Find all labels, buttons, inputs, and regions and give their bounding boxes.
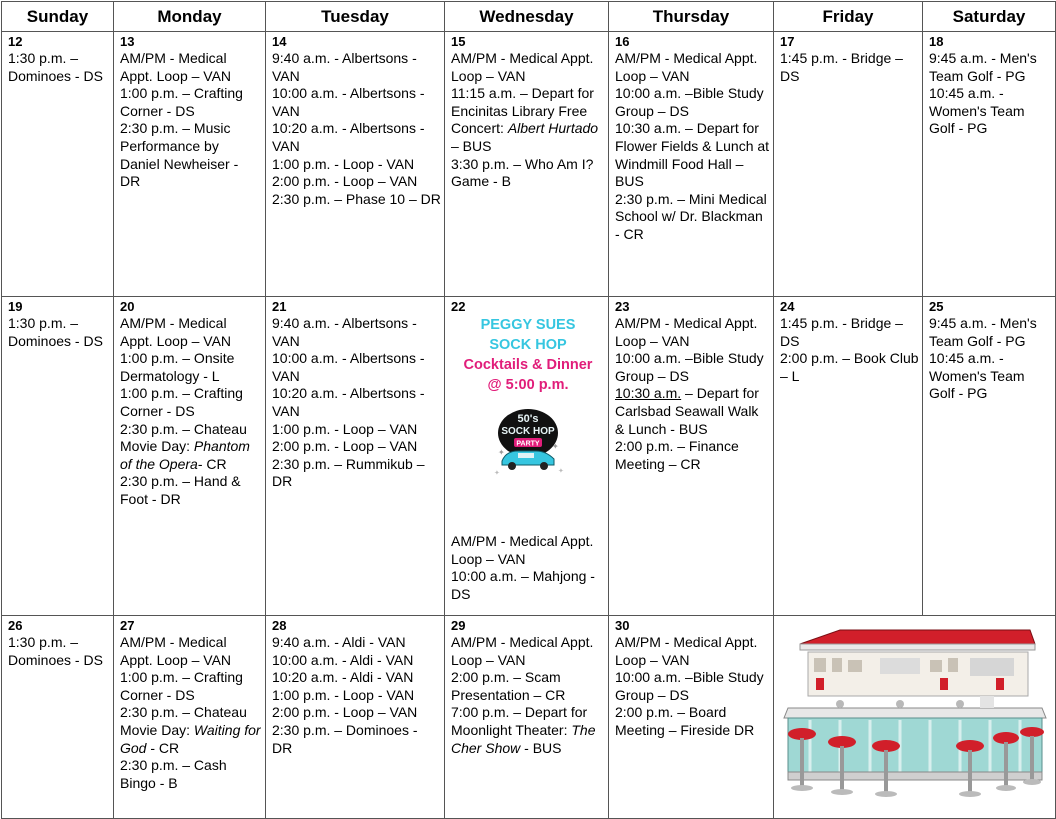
date-number: 23: [615, 299, 630, 314]
event: 10:45 a.m. - Women's Team Golf - PG: [929, 85, 1025, 137]
event: 2:00 p.m. - Loop – VAN: [272, 704, 418, 721]
event: 2:00 p.m. - Loop – VAN: [272, 173, 418, 190]
event: AM/PM - Medical Appt. Loop – VAN: [451, 634, 594, 668]
date-number: 24: [780, 299, 795, 314]
date-number: 29: [451, 618, 466, 633]
event: 2:00 p.m. - Loop – VAN: [272, 438, 418, 455]
event: 1:00 p.m. – Crafting Corner - DS: [120, 85, 243, 119]
event: 1:00 p.m. – Crafting Corner - DS: [120, 385, 243, 419]
date-number: 14: [272, 34, 287, 49]
event: 1:30 p.m. – Dominoes - DS: [8, 634, 103, 668]
event-text: 2:30 p.m. – Chateau Movie Day:: [120, 704, 247, 738]
event: 9:45 a.m. - Men's Team Golf - PG: [929, 315, 1037, 349]
event: AM/PM - Medical Appt. Loop – VAN: [120, 315, 232, 349]
day-cell-12: [2, 32, 114, 297]
event-text: - CR: [146, 739, 180, 756]
svg-text:✦: ✦: [552, 442, 559, 451]
logo-text-party: PARTY: [516, 440, 540, 448]
date-number: 28: [272, 618, 287, 633]
diner-illustration-cell: [774, 616, 1056, 819]
event: 10:30 a.m. – Depart for Flower Fields & Lunch at Windmill Food Hall – BUS: [615, 120, 770, 190]
event: 2:30 p.m. – Mini Medical School w/ Dr. Blackman - CR: [615, 190, 767, 242]
header-tuesday: Tuesday: [266, 2, 445, 32]
event-time: 10:30 a.m.: [615, 385, 682, 402]
event: 1:00 p.m. – Crafting Corner - DS: [120, 669, 243, 703]
day-cell-18: [923, 32, 1056, 297]
event: AM/PM - Medical Appt. Loop – VAN: [120, 634, 232, 668]
date-number: 12: [8, 34, 23, 49]
svg-text:✦: ✦: [498, 448, 505, 457]
event-text: – Depart for Carlsbad Seawall Walk & Lunch - BUS: [615, 385, 759, 437]
spacer: [451, 493, 605, 533]
date-number: 15: [451, 34, 466, 49]
svg-text:✦: ✦: [494, 470, 500, 477]
sock-hop-announcement: [451, 315, 605, 395]
day-cell-27: [114, 616, 266, 819]
event: 1:45 p.m. - Bridge – DS: [780, 50, 903, 84]
day-cell-28: [266, 616, 445, 819]
event: 2:00 p.m. – Finance Meeting – CR: [615, 438, 739, 472]
party-subtitle-line-2: @ 5:00 p.m.: [487, 377, 569, 393]
week-row-3: [2, 616, 1056, 819]
event: [451, 85, 605, 155]
party-title-line-2: SOCK HOP: [489, 337, 567, 353]
weekday-header-row: [2, 2, 1056, 32]
event: 10:00 a.m. –Bible Study Group – DS: [615, 85, 764, 119]
event: 2:30 p.m. – Cash Bingo - B: [120, 757, 227, 791]
event: 10:20 a.m. - Aldi - VAN: [272, 669, 414, 686]
event: 2:30 p.m. – Music Performance by Daniel Newheiser - DR: [120, 120, 239, 190]
event-text: - BUS: [520, 739, 562, 756]
event-performer: Albert Hurtado: [507, 120, 599, 137]
event: [615, 385, 770, 438]
day-cell-26: [2, 616, 114, 819]
event: 10:20 a.m. - Albertsons - VAN: [272, 120, 425, 154]
event: 9:40 a.m. - Albertsons - VAN: [272, 50, 417, 84]
day-cell-21: [266, 297, 445, 616]
event: 10:00 a.m. –Bible Study Group – DS: [615, 350, 764, 384]
day-cell-30: [609, 616, 774, 819]
event: 10:20 a.m. - Albertsons - VAN: [272, 385, 425, 419]
week-row-2: [2, 297, 1056, 616]
event-text: 7:00 p.m. – Depart for Moonlight Theater:: [451, 704, 588, 738]
event: AM/PM - Medical Appt. Loop – VAN: [120, 50, 232, 84]
event: 1:00 p.m. – Onsite Dermatology - L: [120, 350, 235, 384]
day-cell-20: [114, 297, 266, 616]
event-text: - CR: [197, 455, 227, 472]
header-wednesday: Wednesday: [445, 2, 609, 32]
event: AM/PM - Medical Appt. Loop – VAN: [615, 50, 758, 84]
event: 2:30 p.m. – Phase 10 – DR: [272, 190, 441, 207]
day-cell-19: [2, 297, 114, 616]
event: 10:00 a.m. - Albertsons - VAN: [272, 350, 425, 384]
event-text: – BUS: [451, 137, 492, 154]
event-text: 2:30 p.m. – Chateau Movie Day:: [120, 420, 247, 455]
header-saturday: Saturday: [923, 2, 1056, 32]
date-number: 30: [615, 618, 630, 633]
header-friday: Friday: [774, 2, 923, 32]
event: [451, 704, 605, 757]
header-thursday: Thursday: [609, 2, 774, 32]
week-row-1: [2, 32, 1056, 297]
party-subtitle-line-1: Cocktails & Dinner: [463, 357, 593, 373]
header-monday: Monday: [114, 2, 266, 32]
event: 1:00 p.m. - Loop - VAN: [272, 155, 415, 172]
event: 10:00 a.m. –Bible Study Group – DS: [615, 669, 764, 703]
date-number: 26: [8, 618, 23, 633]
diner-counter-icon: [780, 622, 1050, 807]
logo-text-sock-hop: SOCK HOP: [501, 426, 555, 437]
date-number: 19: [8, 299, 23, 314]
header-sunday: Sunday: [2, 2, 114, 32]
svg-text:✦: ✦: [558, 468, 564, 475]
day-cell-15: [445, 32, 609, 297]
event: [120, 421, 262, 474]
event: 1:45 p.m. - Bridge – DS: [780, 315, 903, 349]
event: 1:00 p.m. - Loop - VAN: [272, 686, 415, 703]
date-number: 21: [272, 299, 287, 314]
day-cell-25: [923, 297, 1056, 616]
day-cell-22: [445, 297, 609, 616]
event: AM/PM - Medical Appt. Loop – VAN: [451, 50, 594, 84]
event-movie-title: Waiting for God: [120, 721, 261, 756]
date-number: 17: [780, 34, 795, 49]
event: 9:40 a.m. - Albertsons - VAN: [272, 315, 417, 349]
day-cell-17: [774, 32, 923, 297]
logo-text-50s: 50's: [517, 413, 539, 425]
party-title-line-1: PEGGY SUES: [480, 317, 576, 333]
event: 10:45 a.m. - Women's Team Golf - PG: [929, 350, 1025, 402]
event: 2:00 p.m. – Board Meeting – Fireside DR: [615, 704, 755, 738]
event: 1:30 p.m. – Dominoes - DS: [8, 315, 103, 349]
event: 10:00 a.m. - Albertsons - VAN: [272, 85, 425, 119]
date-number: 27: [120, 618, 135, 633]
date-number: 16: [615, 34, 630, 49]
event: AM/PM - Medical Appt. Loop – VAN: [615, 634, 758, 668]
event: 10:00 a.m. - Aldi - VAN: [272, 651, 414, 668]
day-cell-14: [266, 32, 445, 297]
day-cell-24: [774, 297, 923, 616]
event: 3:30 p.m. – Who Am I? Game - B: [451, 155, 594, 190]
calendar-table: [1, 1, 1056, 819]
day-cell-13: [114, 32, 266, 297]
date-number: 20: [120, 299, 135, 314]
date-number: 25: [929, 299, 944, 314]
event: 2:00 p.m. – Book Club – L: [780, 350, 919, 384]
event: 9:40 a.m. - Aldi - VAN: [272, 634, 406, 650]
event: AM/PM - Medical Appt. Loop – VAN: [451, 533, 594, 567]
event-movie-title: Phantom of the Opera: [120, 438, 250, 472]
day-cell-29: [445, 616, 609, 819]
event: [120, 704, 262, 757]
event: 2:30 p.m. – Hand & Foot - DR: [120, 473, 241, 507]
date-number: 22: [451, 299, 466, 314]
event: 9:45 a.m. - Men's Team Golf - PG: [929, 50, 1037, 84]
date-number: 18: [929, 34, 944, 49]
sock-hop-logo-icon: [488, 403, 568, 483]
event: 2:30 p.m. – Dominoes - DR: [272, 721, 418, 756]
day-cell-16: [609, 32, 774, 297]
event: 2:30 p.m. – Rummikub – DR: [272, 455, 425, 490]
event: AM/PM - Medical Appt. Loop – VAN: [615, 315, 758, 349]
event: 2:00 p.m. – Scam Presentation – CR: [451, 669, 566, 703]
event: 1:30 p.m. – Dominoes - DS: [8, 50, 103, 84]
date-number: 13: [120, 34, 135, 49]
event-text: 11:15 a.m. – Depart for Encinitas Library Free Concert:: [451, 85, 594, 137]
day-cell-23: [609, 297, 774, 616]
event-show-title: The Cher Show: [451, 721, 596, 756]
event: 1:00 p.m. - Loop – VAN: [272, 420, 418, 437]
event: 10:00 a.m. – Mahjong - DS: [451, 568, 595, 602]
